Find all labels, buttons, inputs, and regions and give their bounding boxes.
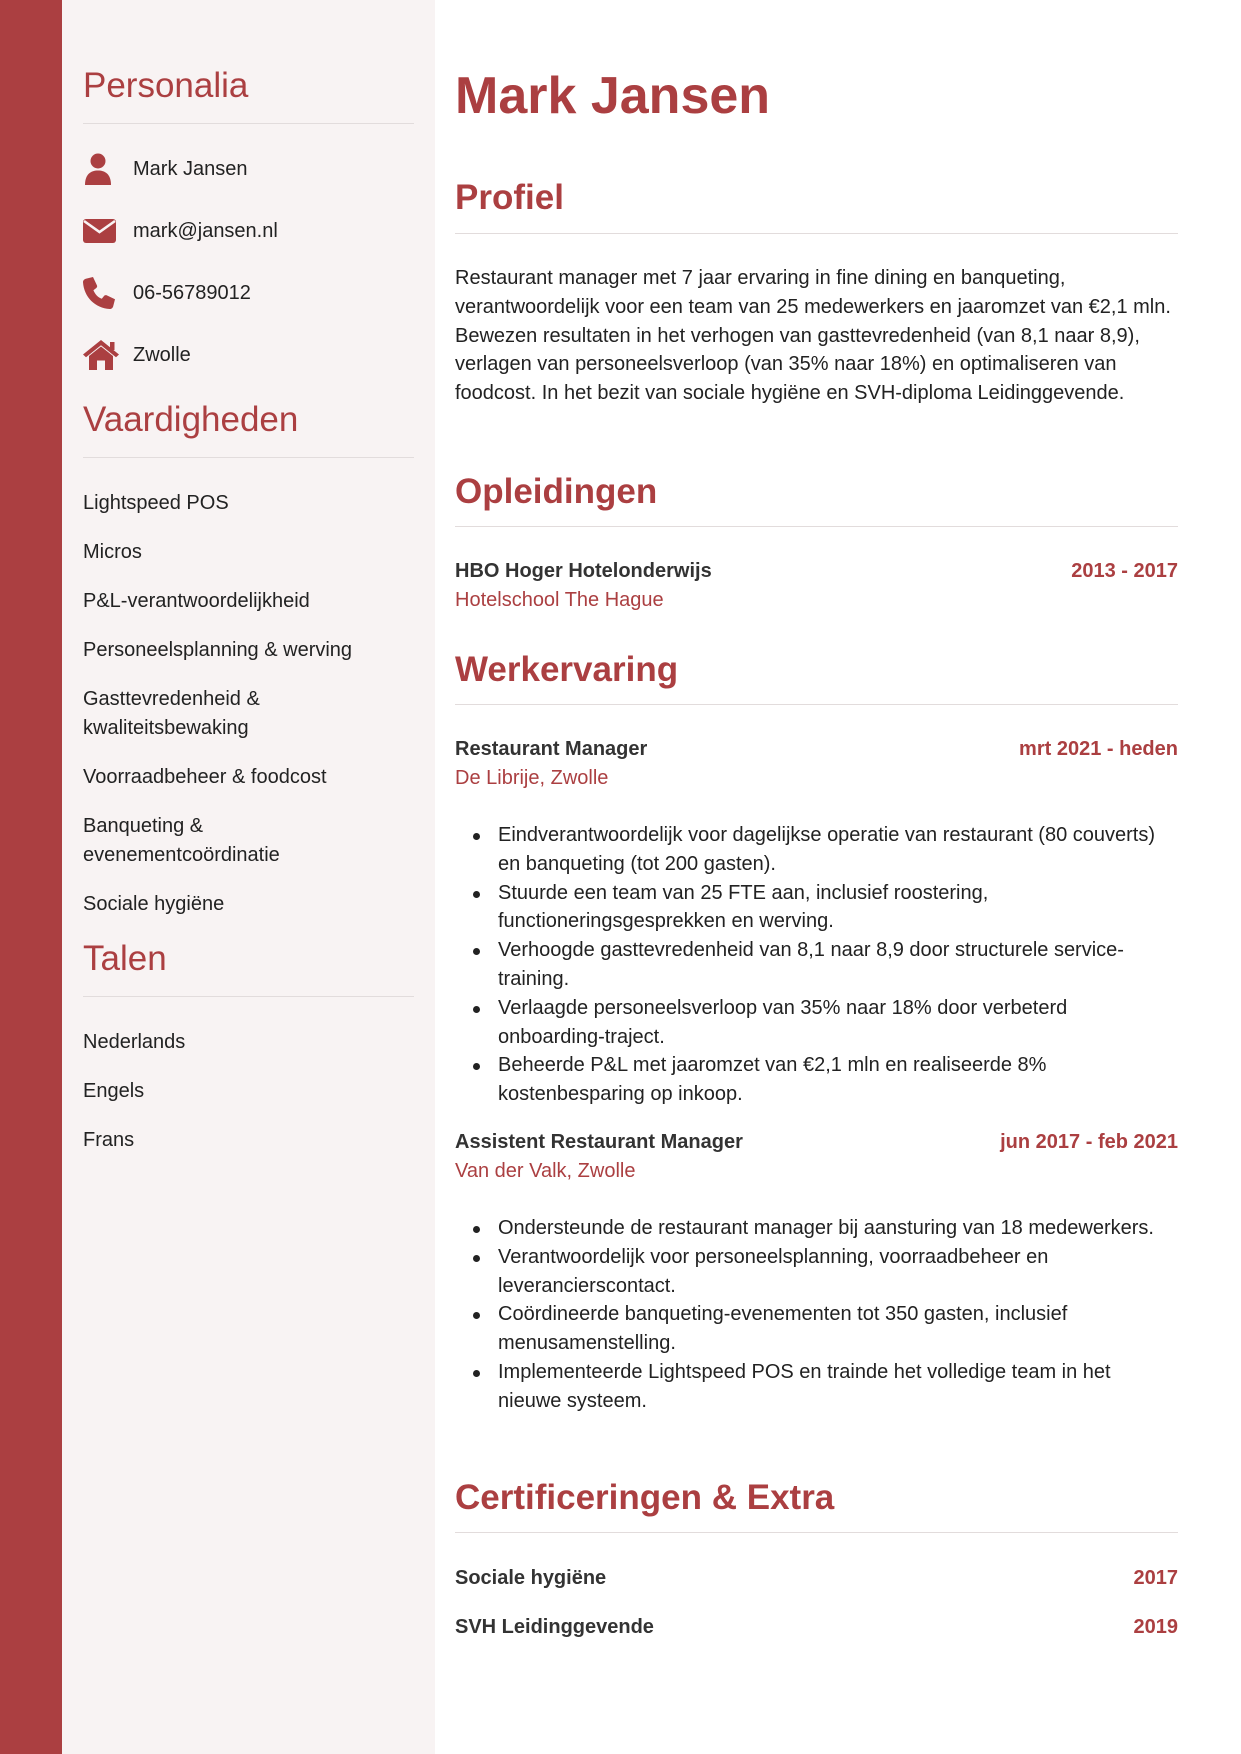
divider xyxy=(83,457,414,458)
list-item: Frans xyxy=(83,1129,135,1151)
contact-email-text[interactable]: mark@jansen.nl xyxy=(133,219,278,242)
skills-list xyxy=(83,489,414,919)
entry-date: 2013 - 2017 xyxy=(1071,560,1178,582)
list-item: Nederlands xyxy=(83,1031,186,1053)
cert-entry xyxy=(455,1614,1178,1640)
list-item: Personeelsplanning & werving xyxy=(83,639,353,661)
accent-bar xyxy=(0,0,62,1754)
list-item: Engels xyxy=(83,1080,145,1102)
bullet-list xyxy=(455,1214,1178,1416)
personal-heading: Personalia xyxy=(83,66,249,105)
education-heading: Opleidingen xyxy=(455,472,658,511)
languages-list xyxy=(83,1028,414,1155)
contact-list xyxy=(83,152,414,372)
skills-heading: Vaardigheden xyxy=(83,400,299,439)
entry-title: SVH Leidinggevende xyxy=(455,1616,654,1638)
contact-phone-text[interactable]: 06-56789012 xyxy=(133,281,251,304)
entry-employer: Van der Valk, Zwolle xyxy=(455,1160,636,1182)
divider xyxy=(455,526,1178,527)
list-item: P&L-verantwoordelijkheid xyxy=(83,590,310,612)
entry-title: Restaurant Manager xyxy=(455,738,648,760)
divider xyxy=(455,1532,1178,1533)
profile-text: Restaurant manager met 7 jaar ervaring in fine dining en banqueting, verantwoordelijk voor een team van 25 medewerkers en jaaromzet van €2,1 mln. Bewezen resultaten in het verhogen van gasttevredenheid (van 8,1 naar 8,9), verlagen van personeelsverloop (van 35% naar 18%) en optimaliseren van foodcost. In het bezit van sociale hygiëne en SVH-diploma Leidinggevende. xyxy=(455,267,1171,405)
entry-title: Sociale hygiëne xyxy=(455,1567,607,1589)
work-heading: Werkervaring xyxy=(455,650,679,689)
contact-email[interactable] xyxy=(83,214,414,248)
list-item: Verhoogde gasttevredenheid van 8,1 naar 8,9 door structurele service-training. xyxy=(455,936,1178,994)
languages-heading: Talen xyxy=(83,939,167,978)
contact-name-text: Mark Jansen xyxy=(133,157,248,180)
person-icon xyxy=(83,152,133,186)
education-entry xyxy=(455,558,1178,584)
list-item: Voorraadbeheer & foodcost xyxy=(83,766,327,788)
entry-date: 2019 xyxy=(1133,1616,1178,1638)
list-item: Micros xyxy=(83,541,142,563)
page-title: Mark Jansen xyxy=(455,67,771,125)
contact-name xyxy=(83,152,414,186)
list-item: Lightspeed POS xyxy=(83,492,229,514)
contact-city-text: Zwolle xyxy=(133,343,191,366)
list-item: Implementeerde Lightspeed POS en trainde het volledige team in het nieuwe systeem. xyxy=(455,1358,1178,1416)
entry-title: Assistent Restaurant Manager xyxy=(455,1131,743,1153)
list-item: Verantwoordelijk voor personeelsplanning, voorraadbeheer en leverancierscontact. xyxy=(455,1243,1178,1301)
entry-employer: De Librije, Zwolle xyxy=(455,767,609,789)
divider xyxy=(455,233,1178,234)
list-item: Stuurde een team van 25 FTE aan, inclusief roostering, functioneringsgesprekken en werving. xyxy=(455,879,1178,937)
contact-city xyxy=(83,338,414,372)
entry-date: 2017 xyxy=(1133,1567,1178,1589)
list-item: Coördineerde banqueting-evenementen tot 350 gasten, inclusief menusamenstelling. xyxy=(455,1300,1178,1358)
list-item: Gasttevredenheid & kwaliteitsbewaking xyxy=(83,688,260,739)
cert-entry xyxy=(455,1565,1178,1591)
contact-phone[interactable] xyxy=(83,276,414,310)
entry-title: HBO Hoger Hotelonderwijs xyxy=(455,560,712,582)
divider xyxy=(83,996,414,997)
phone-icon xyxy=(83,276,133,310)
cert-heading: Certificeringen & Extra xyxy=(455,1478,835,1517)
list-item: Verlaagde personeelsverloop van 35% naar 18% door verbeterd onboarding-traject. xyxy=(455,994,1178,1052)
profile-heading: Profiel xyxy=(455,178,564,217)
envelope-icon xyxy=(83,214,133,248)
divider xyxy=(455,704,1178,705)
work-entry xyxy=(455,736,1178,762)
list-item: Eindverantwoordelijk voor dagelijkse operatie van restaurant (80 couverts) en banqueting (tot 200 gasten). xyxy=(455,821,1178,879)
sidebar xyxy=(62,0,435,1754)
list-item: Beheerde P&L met jaaromzet van €2,1 mln en realiseerde 8% kostenbesparing op inkoop. xyxy=(455,1051,1178,1109)
divider xyxy=(83,123,414,124)
entry-date: jun 2017 - feb 2021 xyxy=(1000,1131,1178,1153)
work-entry xyxy=(455,1129,1178,1155)
list-item: Ondersteunde de restaurant manager bij aansturing van 18 medewerkers. xyxy=(455,1214,1178,1243)
home-icon xyxy=(83,338,133,372)
entry-date: mrt 2021 - heden xyxy=(1019,738,1178,760)
entry-institution: Hotelschool The Hague xyxy=(455,589,664,611)
bullet-list xyxy=(455,821,1178,1109)
list-item: Banqueting & evenementcoördinatie xyxy=(83,815,280,866)
list-item: Sociale hygiëne xyxy=(83,893,225,915)
